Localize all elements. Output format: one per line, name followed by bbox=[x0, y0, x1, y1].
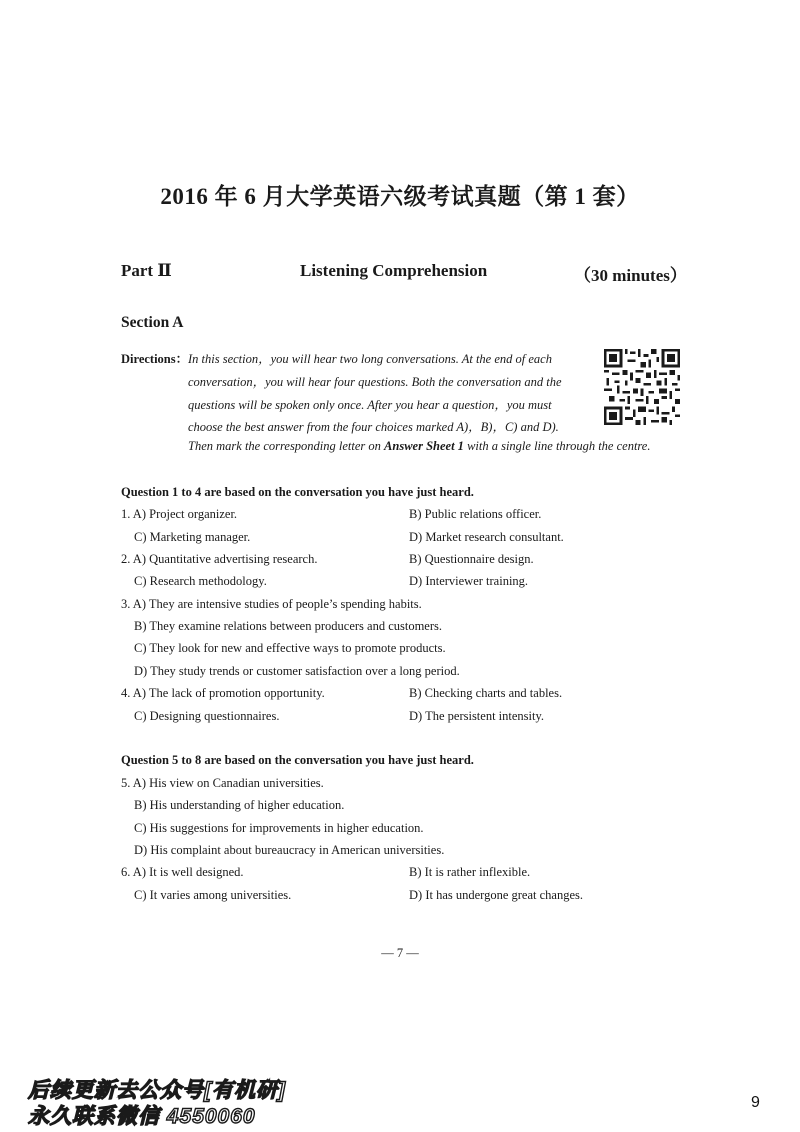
q4-option-c: C) Designing questionnaires. bbox=[134, 709, 280, 723]
q2-option-c: C) Research methodology. bbox=[134, 574, 267, 588]
answer-sheet-label: Answer Sheet 1 bbox=[384, 439, 464, 453]
q1-option-a: 1. A) Project organizer. bbox=[121, 507, 238, 521]
q4-option-b: B) Checking charts and tables. bbox=[409, 686, 563, 700]
qr-code-icon bbox=[604, 349, 680, 425]
q2-option-b: B) Questionnaire design. bbox=[409, 552, 534, 566]
q1-option-c: C) Marketing manager. bbox=[134, 530, 251, 544]
directions-label: Directions： bbox=[121, 352, 189, 366]
q5-option-d: D) His complaint about bureaucracy in American universities. bbox=[134, 843, 445, 857]
q6-option-a: 6. A) It is well designed. bbox=[121, 865, 244, 879]
directions-line-5-end: with a single line through the centre. bbox=[467, 439, 651, 453]
watermark-line-1: 后续更新去公众号[有机研] bbox=[28, 1079, 286, 1102]
q2-option-d: D) Interviewer training. bbox=[409, 574, 529, 588]
directions-line-5-start: Then mark the corresponding letter on bbox=[188, 439, 381, 453]
section-heading: Section A bbox=[121, 314, 184, 331]
directions-line-1: In this section，you will hear two long conversations. At the end of each bbox=[188, 352, 552, 366]
page-number: — 7 — bbox=[381, 946, 419, 960]
directions-line-5 bbox=[188, 439, 651, 454]
q6-option-d: D) It has undergone great changes. bbox=[409, 888, 584, 902]
q6-option-b: B) It is rather inflexible. bbox=[409, 865, 531, 879]
q1-option-b: B) Public relations officer. bbox=[409, 507, 542, 521]
part-name: Listening Comprehension bbox=[300, 261, 488, 280]
q3-option-d: D) They study trends or customer satisfaction over a long period. bbox=[134, 664, 460, 678]
q3-option-b: B) They examine relations between producers and customers. bbox=[134, 619, 443, 633]
q6-option-c: C) It varies among universities. bbox=[134, 888, 292, 902]
q4-option-a: 4. A) The lack of promotion opportunity. bbox=[121, 686, 325, 700]
q5-option-b: B) His understanding of higher education. bbox=[134, 798, 345, 812]
directions-line-2: conversation，you will hear four questions. Both the conversation and the bbox=[188, 375, 562, 389]
q5-option-c: C) His suggestions for improvements in higher education. bbox=[134, 821, 424, 835]
q3-option-c: C) They look for new and effective ways to promote products. bbox=[134, 641, 446, 655]
watermark-line-2: 永久联系微信 4550060 bbox=[28, 1105, 256, 1128]
question-group-2-header: Question 5 to 8 are based on the conversation you have just heard. bbox=[121, 753, 474, 767]
part-time: （30 minutes） bbox=[574, 266, 687, 285]
directions-line-3: questions will be spoken only once. After you hear a question，you must bbox=[188, 398, 552, 412]
q1-option-d: D) Market research consultant. bbox=[409, 530, 564, 544]
part-label: Part Ⅱ bbox=[121, 261, 172, 280]
question-group-1-header: Question 1 to 4 are based on the conversation you have just heard. bbox=[121, 485, 474, 499]
q5-option-a: 5. A) His view on Canadian universities. bbox=[121, 776, 324, 790]
page-title: 2016 年 6 月大学英语六级考试真题（第 1 套） bbox=[160, 184, 640, 209]
directions-line-4: choose the best answer from the four choices marked A)，B)，C) and D). bbox=[188, 420, 559, 434]
corner-page-number: 9 bbox=[751, 1094, 760, 1111]
q3-option-a: 3. A) They are intensive studies of people’s spending habits. bbox=[121, 597, 422, 611]
q2-option-a: 2. A) Quantitative advertising research. bbox=[121, 552, 318, 566]
q4-option-d: D) The persistent intensity. bbox=[409, 709, 545, 723]
